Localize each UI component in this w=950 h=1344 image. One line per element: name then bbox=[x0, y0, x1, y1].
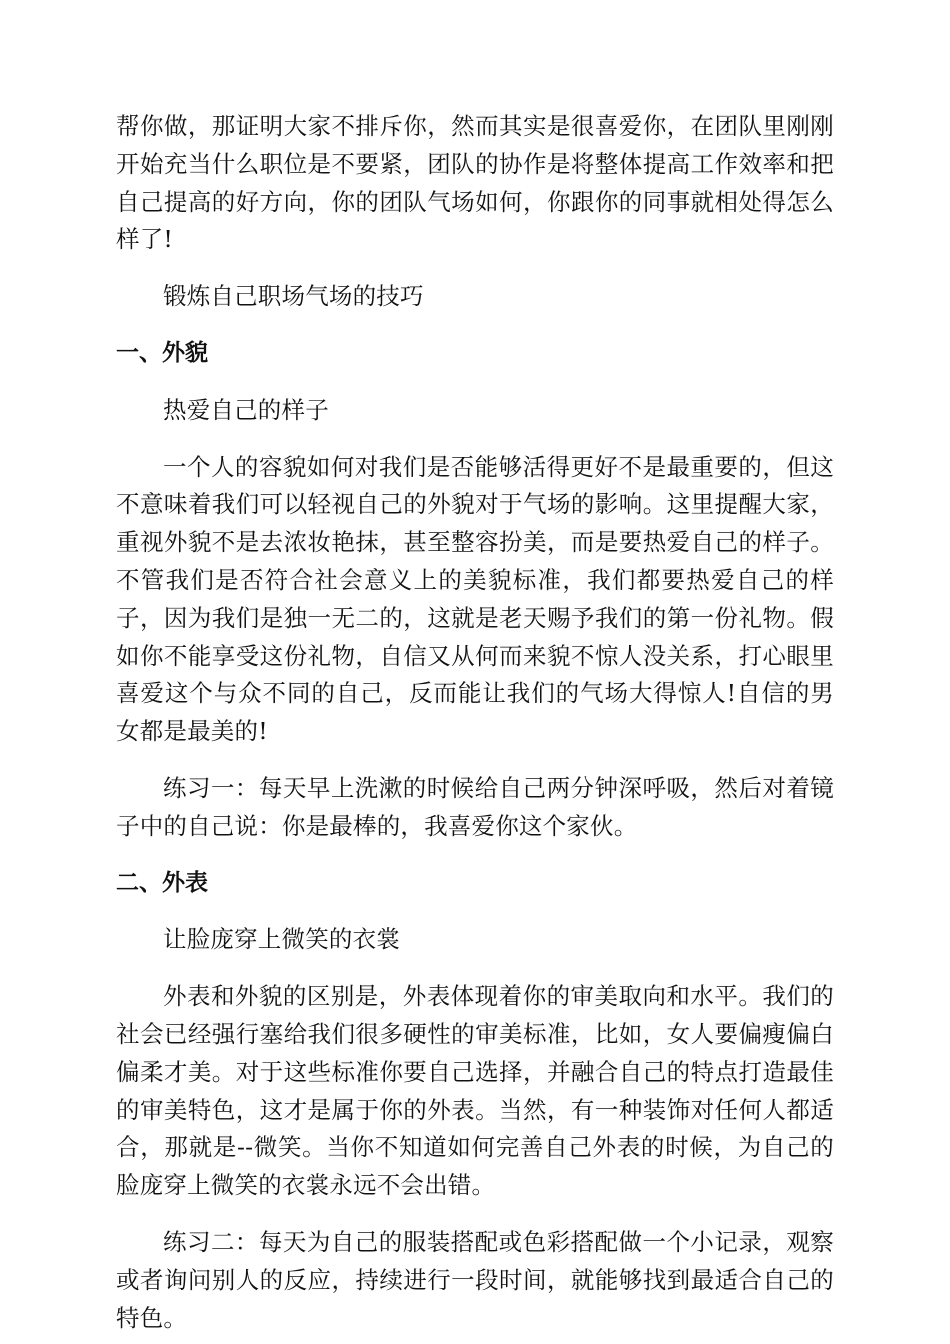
paragraph-exercise-1: 练习一：每天早上洗漱的时候给自己两分钟深呼吸，然后对着镜子中的自己说：你是最棒的，我喜爱你这个家伙。 bbox=[116, 773, 834, 840]
paragraph-section1-body: 一个人的容貌如何对我们是否能够活得更好不是最重要的，但这不意味着我们可以轻视自己的外貌对于气场的影响。这里提醒大家，重视外貌不是去浓妆艳抹，甚至整容扮美，而是要热爱自己的样子。不管我们是否符合社会意义上的美貌标准，我们都要热爱自己的样子，因为我们是独一无二的，这就是老天赐予我们的第一份礼物。假如你不能享受这份礼物，自信又从何而来貌不惊人没关系，打心眼里喜爱这个与众不同的自己，反而能让我们的气场大得惊人!自信的男女都是最美的! bbox=[116, 452, 834, 746]
subtitle: 锻炼自己职场气场的技巧 bbox=[163, 282, 424, 311]
document-page bbox=[116, 108, 834, 1337]
paragraph-section2-body: 外表和外貌的区别是，外表体现着你的审美取向和水平。我们的社会已经强行塞给我们很多硬性的审美标准，比如，女人要偏瘦偏白偏柔才美。对于这些标准你要自己选择，并融合自己的特点打造最佳的审美特色，这才是属于你的外表。当然，有一种装饰对任何人都适合，那就是--微笑。当你不知道如何完善自己外表的时候，为自己的脸庞穿上微笑的衣裳永远不会出错。 bbox=[116, 982, 834, 1200]
paragraph-intro: 帮你做，那证明大家不排斥你，然而其实是很喜爱你，在团队里刚刚开始充当什么职位是不要紧，团队的协作是将整体提高工作效率和把自己提高的好方向，你的团队气场如何，你跟你的同事就相处得怎么样了! bbox=[116, 112, 834, 254]
section-subheading-2: 让脸庞穿上微笑的衣裳 bbox=[163, 925, 400, 954]
section-heading-2: 二、外表 bbox=[116, 869, 208, 896]
section-subheading-1: 热爱自己的样子 bbox=[163, 395, 329, 424]
section-heading-1: 一、外貌 bbox=[116, 339, 208, 366]
paragraph-exercise-2: 练习二：每天为自己的服装搭配或色彩搭配做一个小记录，观察或者询问别人的反应，持续进行一段时间，就能够找到最适合自己的特色。 bbox=[116, 1227, 834, 1332]
